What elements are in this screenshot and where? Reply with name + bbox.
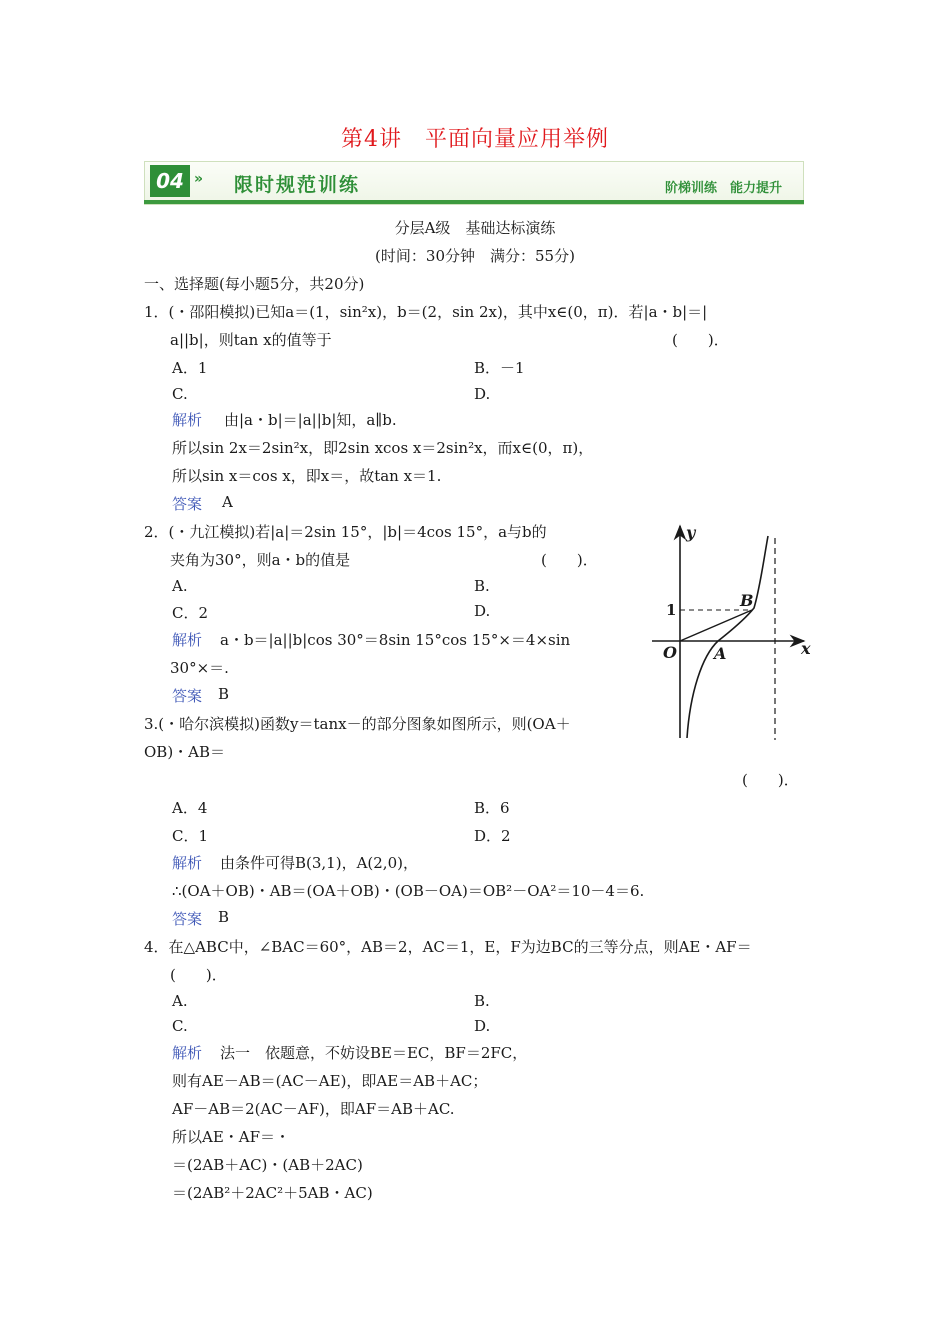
q3-answer-label: 答案 xyxy=(172,910,203,928)
q3-option-d: D．2 xyxy=(474,827,511,845)
q2-option-c: C．2 xyxy=(172,604,209,622)
origin-label: O xyxy=(663,643,677,662)
q1-option-d: D. xyxy=(474,385,491,403)
q3-option-c: C．1 xyxy=(172,827,209,845)
segment-ob xyxy=(680,610,752,641)
banner-underline xyxy=(144,200,804,204)
q4-solution-line3: AF－AB＝2(AC－AF)，即AF＝AB＋AC. xyxy=(172,1100,455,1118)
q4-stem-line2: ( )． xyxy=(170,966,227,984)
point-a-label: A xyxy=(714,644,727,663)
q2-solution-line1: a・b＝|a||b|cos 30°＝8sin 15°cos 15°×＝4×sin xyxy=(220,631,571,649)
q4-stem-line1: 4．在△ABC中，∠BAC＝60°，AB＝2，AC＝1，E，F为边BC的三等分点，则AE・AF＝ xyxy=(144,938,752,956)
q2-stem-line1: 2．(・九江模拟)若|a|＝2sin 15°，|b|＝4cos 15°，a与b的 xyxy=(144,523,547,541)
y-tick-one: 1 xyxy=(666,601,677,619)
q3-stem-line2: OB)・AB＝ xyxy=(144,743,226,761)
x-axis-label: x xyxy=(801,639,811,658)
q4-solution-line6: ＝(2AB²＋2AC²＋5AB・AC) xyxy=(172,1184,373,1202)
q1-solution-line3: 所以sin x＝cos x，即x＝，故tan x＝1. xyxy=(172,467,442,485)
q4-solution-line5: ＝(2AB＋AC)・(AB＋2AC) xyxy=(172,1156,363,1174)
tangent-graph xyxy=(646,518,818,746)
q1-answer: A xyxy=(222,493,233,511)
q1-answer-label: 答案 xyxy=(172,495,203,513)
q1-option-a: A．1 xyxy=(172,359,208,377)
q4-option-d: D. xyxy=(474,1017,491,1035)
q1-solution-line1: 由|a・b|＝|a||b|知，a∥b. xyxy=(224,411,397,429)
q3-solution-label: 解析 xyxy=(172,854,203,872)
q2-option-a: A. xyxy=(172,577,188,595)
q1-answer-paren: ( )． xyxy=(672,331,729,349)
q2-stem-line2: 夹角为30°，则a・b的值是 xyxy=(170,551,351,569)
q4-option-a: A. xyxy=(172,992,188,1010)
q2-answer-label: 答案 xyxy=(172,687,203,705)
page-title: 第4讲 平面向量应用举例 xyxy=(341,127,609,152)
q1-stem-line1: 1．(・邵阳模拟)已知a＝(1，sin²x)，b＝(2，sin 2x)，其中x∈(0，π)．若|a・b|＝| xyxy=(144,303,708,321)
q4-solution-line1: 法一 依题意，不妨设BE＝EC，BF＝2FC， xyxy=(220,1044,528,1062)
y-axis-label: y xyxy=(686,523,696,542)
q3-solution-line2: ∴(OA＋OB)・AB＝(OA＋OB)・(OB－OA)＝OB²－OA²＝10－4＝6. xyxy=(172,882,645,900)
q2-solution-label: 解析 xyxy=(172,631,203,649)
q1-solution-label: 解析 xyxy=(172,411,203,429)
banner-subtitle: 阶梯训练 能力提升 xyxy=(664,181,782,196)
banner-badge: 04 xyxy=(150,165,190,197)
q3-stem-line1: 3.(・哈尔滨模拟)函数y＝tanx－的部分图象如图所示，则(OA＋ xyxy=(144,715,571,733)
q3-answer-paren: ( )． xyxy=(742,771,799,789)
q1-option-b: B．－1 xyxy=(474,359,525,377)
time-info: (时间：30分钟 满分：55分) xyxy=(375,247,575,265)
q3-answer: B xyxy=(218,908,230,926)
q1-stem-line2: a||b|，则tan x的值等于 xyxy=(170,331,332,349)
q2-answer: B xyxy=(218,685,230,703)
q4-option-b: B. xyxy=(474,992,490,1010)
q3-option-b: B．6 xyxy=(474,799,510,817)
q2-solution-line2: 30°×＝. xyxy=(170,659,229,677)
banner-title: 限时规范训练 xyxy=(234,174,361,196)
q3-solution-line1: 由条件可得B(3,1)，A(2,0)， xyxy=(220,854,418,872)
q2-option-d: D. xyxy=(474,602,491,620)
q2-answer-paren: ( )． xyxy=(541,551,598,569)
q4-solution-line2: 则有AE－AB＝(AC－AE)，即AE＝AB＋AC； xyxy=(172,1072,488,1090)
q4-solution-label: 解析 xyxy=(172,1044,203,1062)
point-b-label: B xyxy=(740,591,754,610)
q4-solution-line4: 所以AE・AF＝・ xyxy=(172,1128,291,1146)
q1-option-c: C. xyxy=(172,385,188,403)
chevron-icon: » xyxy=(194,171,204,187)
q2-option-b: B. xyxy=(474,577,490,595)
section-banner xyxy=(144,161,804,205)
q3-option-a: A．4 xyxy=(172,799,208,817)
tangent-curve xyxy=(687,536,768,738)
level-heading: 分层A级 基础达标演练 xyxy=(394,219,556,237)
q4-option-c: C. xyxy=(172,1017,188,1035)
section-heading: 一、选择题(每小题5分，共20分) xyxy=(144,275,365,293)
q1-solution-line2: 所以sin 2x＝2sin²x，即2sin xcos x＝2sin²x，而x∈(0，π)， xyxy=(172,439,594,457)
